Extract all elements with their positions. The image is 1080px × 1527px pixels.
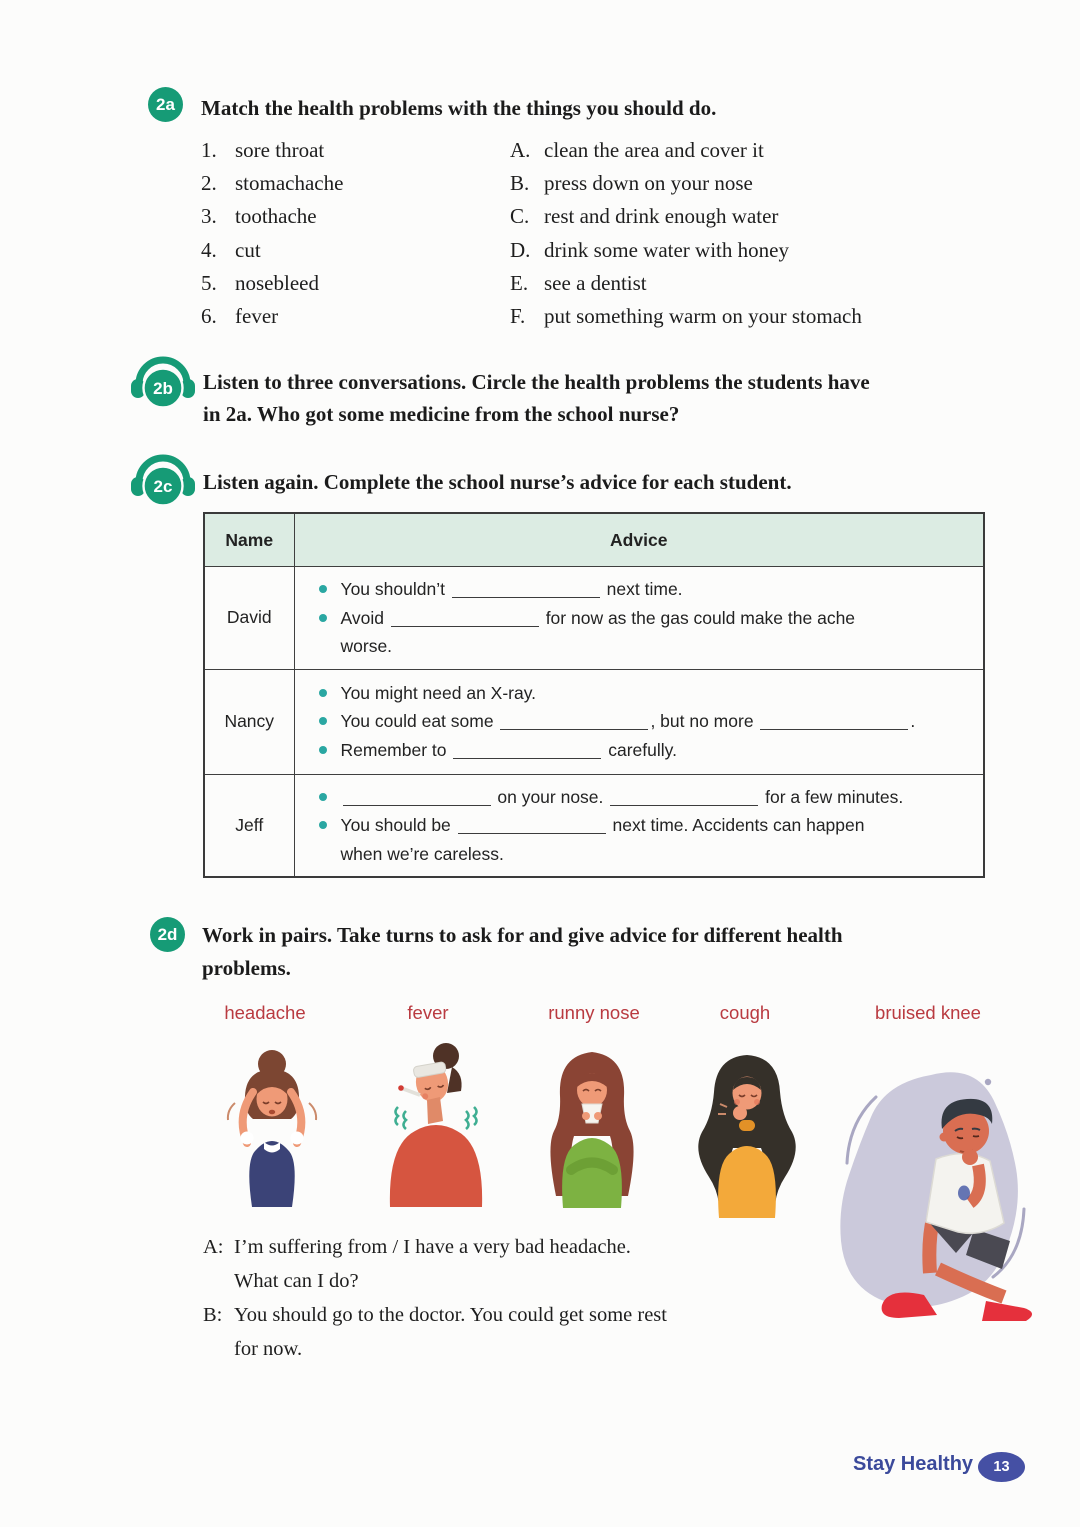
item-number: E. bbox=[510, 270, 529, 295]
match-list-item bbox=[510, 300, 862, 333]
item-number: B. bbox=[510, 171, 530, 196]
item-label: sore throat bbox=[235, 138, 325, 163]
item-label: cut bbox=[235, 237, 261, 262]
match-list-item bbox=[510, 134, 862, 167]
advice-text: next time. Accidents can happen bbox=[607, 815, 865, 835]
section-2b-title-line1: Listen to three conversations. Circle the health problems the students have bbox=[203, 370, 870, 394]
item-label: stomachache bbox=[235, 171, 344, 196]
advice-text: Remember to bbox=[340, 739, 452, 760]
table-row bbox=[204, 774, 984, 877]
table-header-row bbox=[204, 513, 984, 567]
dialogue-line bbox=[203, 1298, 667, 1332]
answer-blank bbox=[391, 608, 539, 627]
label-fever: fever bbox=[407, 1002, 449, 1023]
advice-text: Avoid bbox=[340, 607, 389, 628]
match-list-item bbox=[201, 300, 343, 333]
item-label: press down on your nose bbox=[544, 171, 753, 196]
bruised-knee-illustration bbox=[826, 1057, 1038, 1337]
advice-text: . bbox=[910, 711, 916, 732]
bullet-icon bbox=[319, 689, 327, 697]
advice-bullet-line bbox=[313, 811, 974, 868]
item-number: A. bbox=[510, 138, 531, 163]
table-row bbox=[204, 567, 984, 670]
advice-bullet-line bbox=[313, 783, 974, 812]
advice-cell bbox=[294, 567, 984, 670]
answer-blank bbox=[452, 580, 600, 599]
advice-text: You should be bbox=[340, 815, 456, 835]
speaker-a-label: A: bbox=[203, 1236, 224, 1258]
advice-text: worse. bbox=[340, 636, 393, 656]
bullet-icon bbox=[319, 821, 327, 829]
item-label: nosebleed bbox=[235, 270, 319, 295]
footer-unit-title: Stay Healthy bbox=[853, 1453, 974, 1475]
section-2c-label: 2c bbox=[153, 477, 173, 496]
section-2c-audio-badge bbox=[130, 447, 196, 514]
advice-bullet-line bbox=[313, 736, 974, 765]
item-label: rest and drink enough water bbox=[544, 204, 779, 229]
dialogue-line bbox=[203, 1230, 667, 1264]
dialogue bbox=[203, 1230, 667, 1366]
match-problems-list bbox=[201, 134, 343, 333]
bullet-icon bbox=[319, 614, 327, 622]
advice-text: , but no more bbox=[650, 711, 759, 732]
item-label: fever bbox=[235, 304, 279, 329]
label-bruised-knee: bruised knee bbox=[875, 1002, 981, 1023]
headphones-icon bbox=[130, 447, 196, 509]
item-number: 5. bbox=[201, 270, 217, 295]
answer-blank bbox=[458, 816, 606, 835]
dialogue-line bbox=[203, 1264, 667, 1298]
advice-text: for a few minutes. bbox=[760, 786, 904, 807]
item-label: clean the area and cover it bbox=[544, 138, 764, 163]
bullet-icon bbox=[319, 717, 327, 725]
answer-blank bbox=[343, 787, 491, 806]
item-label: put something warm on your stomach bbox=[544, 304, 862, 329]
dialogue-text: You should go to the doctor. You could get some rest bbox=[234, 1304, 667, 1326]
item-number: 4. bbox=[201, 237, 217, 262]
section-2d-title-line2: problems. bbox=[202, 956, 291, 980]
advice-text: You could eat some bbox=[340, 711, 499, 732]
advice-bullet-line bbox=[313, 679, 974, 708]
headache-illustration bbox=[222, 1047, 322, 1207]
match-list-item bbox=[510, 234, 862, 267]
section-2a-title: Match the health problems with the things you should do. bbox=[201, 96, 717, 120]
item-number: 1. bbox=[201, 138, 217, 163]
label-runny-nose: runny nose bbox=[548, 1002, 640, 1023]
advice-column-header: Advice bbox=[294, 513, 984, 567]
label-headache: headache bbox=[224, 1002, 306, 1023]
dialogue-text: I’m suffering from / I have a very bad headache. bbox=[234, 1236, 631, 1258]
advice-table bbox=[203, 512, 985, 878]
section-2d-title-line1: Work in pairs. Take turns to ask for and give advice for different health bbox=[202, 923, 843, 947]
advice-bullet-line bbox=[313, 575, 974, 604]
answer-blank bbox=[760, 712, 908, 731]
section-2d-title bbox=[202, 919, 1022, 985]
match-list-item bbox=[510, 267, 862, 300]
item-label: see a dentist bbox=[544, 270, 647, 295]
match-list-item bbox=[201, 200, 343, 233]
item-label: drink some water with honey bbox=[544, 237, 789, 262]
section-2c-title: Listen again. Complete the school nurse’s advice for each student. bbox=[203, 470, 792, 494]
match-list-item bbox=[510, 167, 862, 200]
item-number: C. bbox=[510, 204, 530, 229]
answer-blank bbox=[500, 712, 648, 731]
dialogue-text: for now. bbox=[234, 1338, 303, 1360]
section-2a-badge: 2a bbox=[148, 87, 183, 122]
advice-bullet-line bbox=[313, 604, 974, 661]
section-2b-title-line2: in 2a. Who got some medicine from the school nurse? bbox=[203, 402, 680, 426]
bullet-icon bbox=[319, 793, 327, 801]
match-actions-list bbox=[510, 134, 862, 333]
match-list-item bbox=[201, 167, 343, 200]
page-number-badge: 13 bbox=[978, 1452, 1025, 1482]
fever-illustration bbox=[380, 1041, 492, 1207]
item-label: toothache bbox=[235, 204, 317, 229]
item-number: F. bbox=[510, 304, 526, 329]
student-name-cell: Nancy bbox=[204, 669, 294, 774]
advice-cell bbox=[294, 774, 984, 877]
advice-text: on your nose. bbox=[492, 786, 609, 807]
match-list-item bbox=[510, 200, 862, 233]
advice-text: when we’re careless. bbox=[340, 843, 504, 864]
item-number: 6. bbox=[201, 304, 217, 329]
dialogue-text: What can I do? bbox=[234, 1270, 359, 1292]
advice-bullet-line bbox=[313, 707, 974, 736]
student-name-cell: Jeff bbox=[204, 774, 294, 877]
runny-nose-illustration bbox=[533, 1046, 651, 1208]
label-cough: cough bbox=[719, 1002, 771, 1023]
student-name-cell: David bbox=[204, 567, 294, 670]
advice-text: carefully. bbox=[603, 739, 677, 760]
section-2b-audio-badge bbox=[130, 349, 196, 416]
table-row bbox=[204, 669, 984, 774]
item-number: 2. bbox=[201, 171, 217, 196]
answer-blank bbox=[610, 787, 758, 806]
cough-illustration bbox=[690, 1050, 804, 1218]
section-2b-title bbox=[203, 366, 1003, 430]
speaker-b-label: B: bbox=[203, 1304, 223, 1326]
answer-blank bbox=[453, 740, 601, 759]
match-list-item bbox=[201, 134, 343, 167]
advice-text: You might need an X-ray. bbox=[340, 682, 537, 703]
bullet-icon bbox=[319, 746, 327, 754]
bullet-icon bbox=[319, 585, 327, 593]
advice-text: next time. bbox=[601, 579, 683, 599]
item-number: 3. bbox=[201, 204, 217, 229]
section-2d-badge: 2d bbox=[150, 917, 185, 952]
advice-cell bbox=[294, 669, 984, 774]
headphones-icon bbox=[130, 349, 196, 411]
item-number: D. bbox=[510, 237, 531, 262]
match-list-item bbox=[201, 267, 343, 300]
match-list-item bbox=[201, 234, 343, 267]
section-2b-label: 2b bbox=[153, 379, 173, 398]
name-column-header: Name bbox=[204, 513, 294, 567]
advice-text: for now as the gas could make the ache bbox=[540, 607, 856, 628]
advice-text: You shouldn’t bbox=[340, 579, 450, 599]
dialogue-line bbox=[203, 1332, 667, 1366]
